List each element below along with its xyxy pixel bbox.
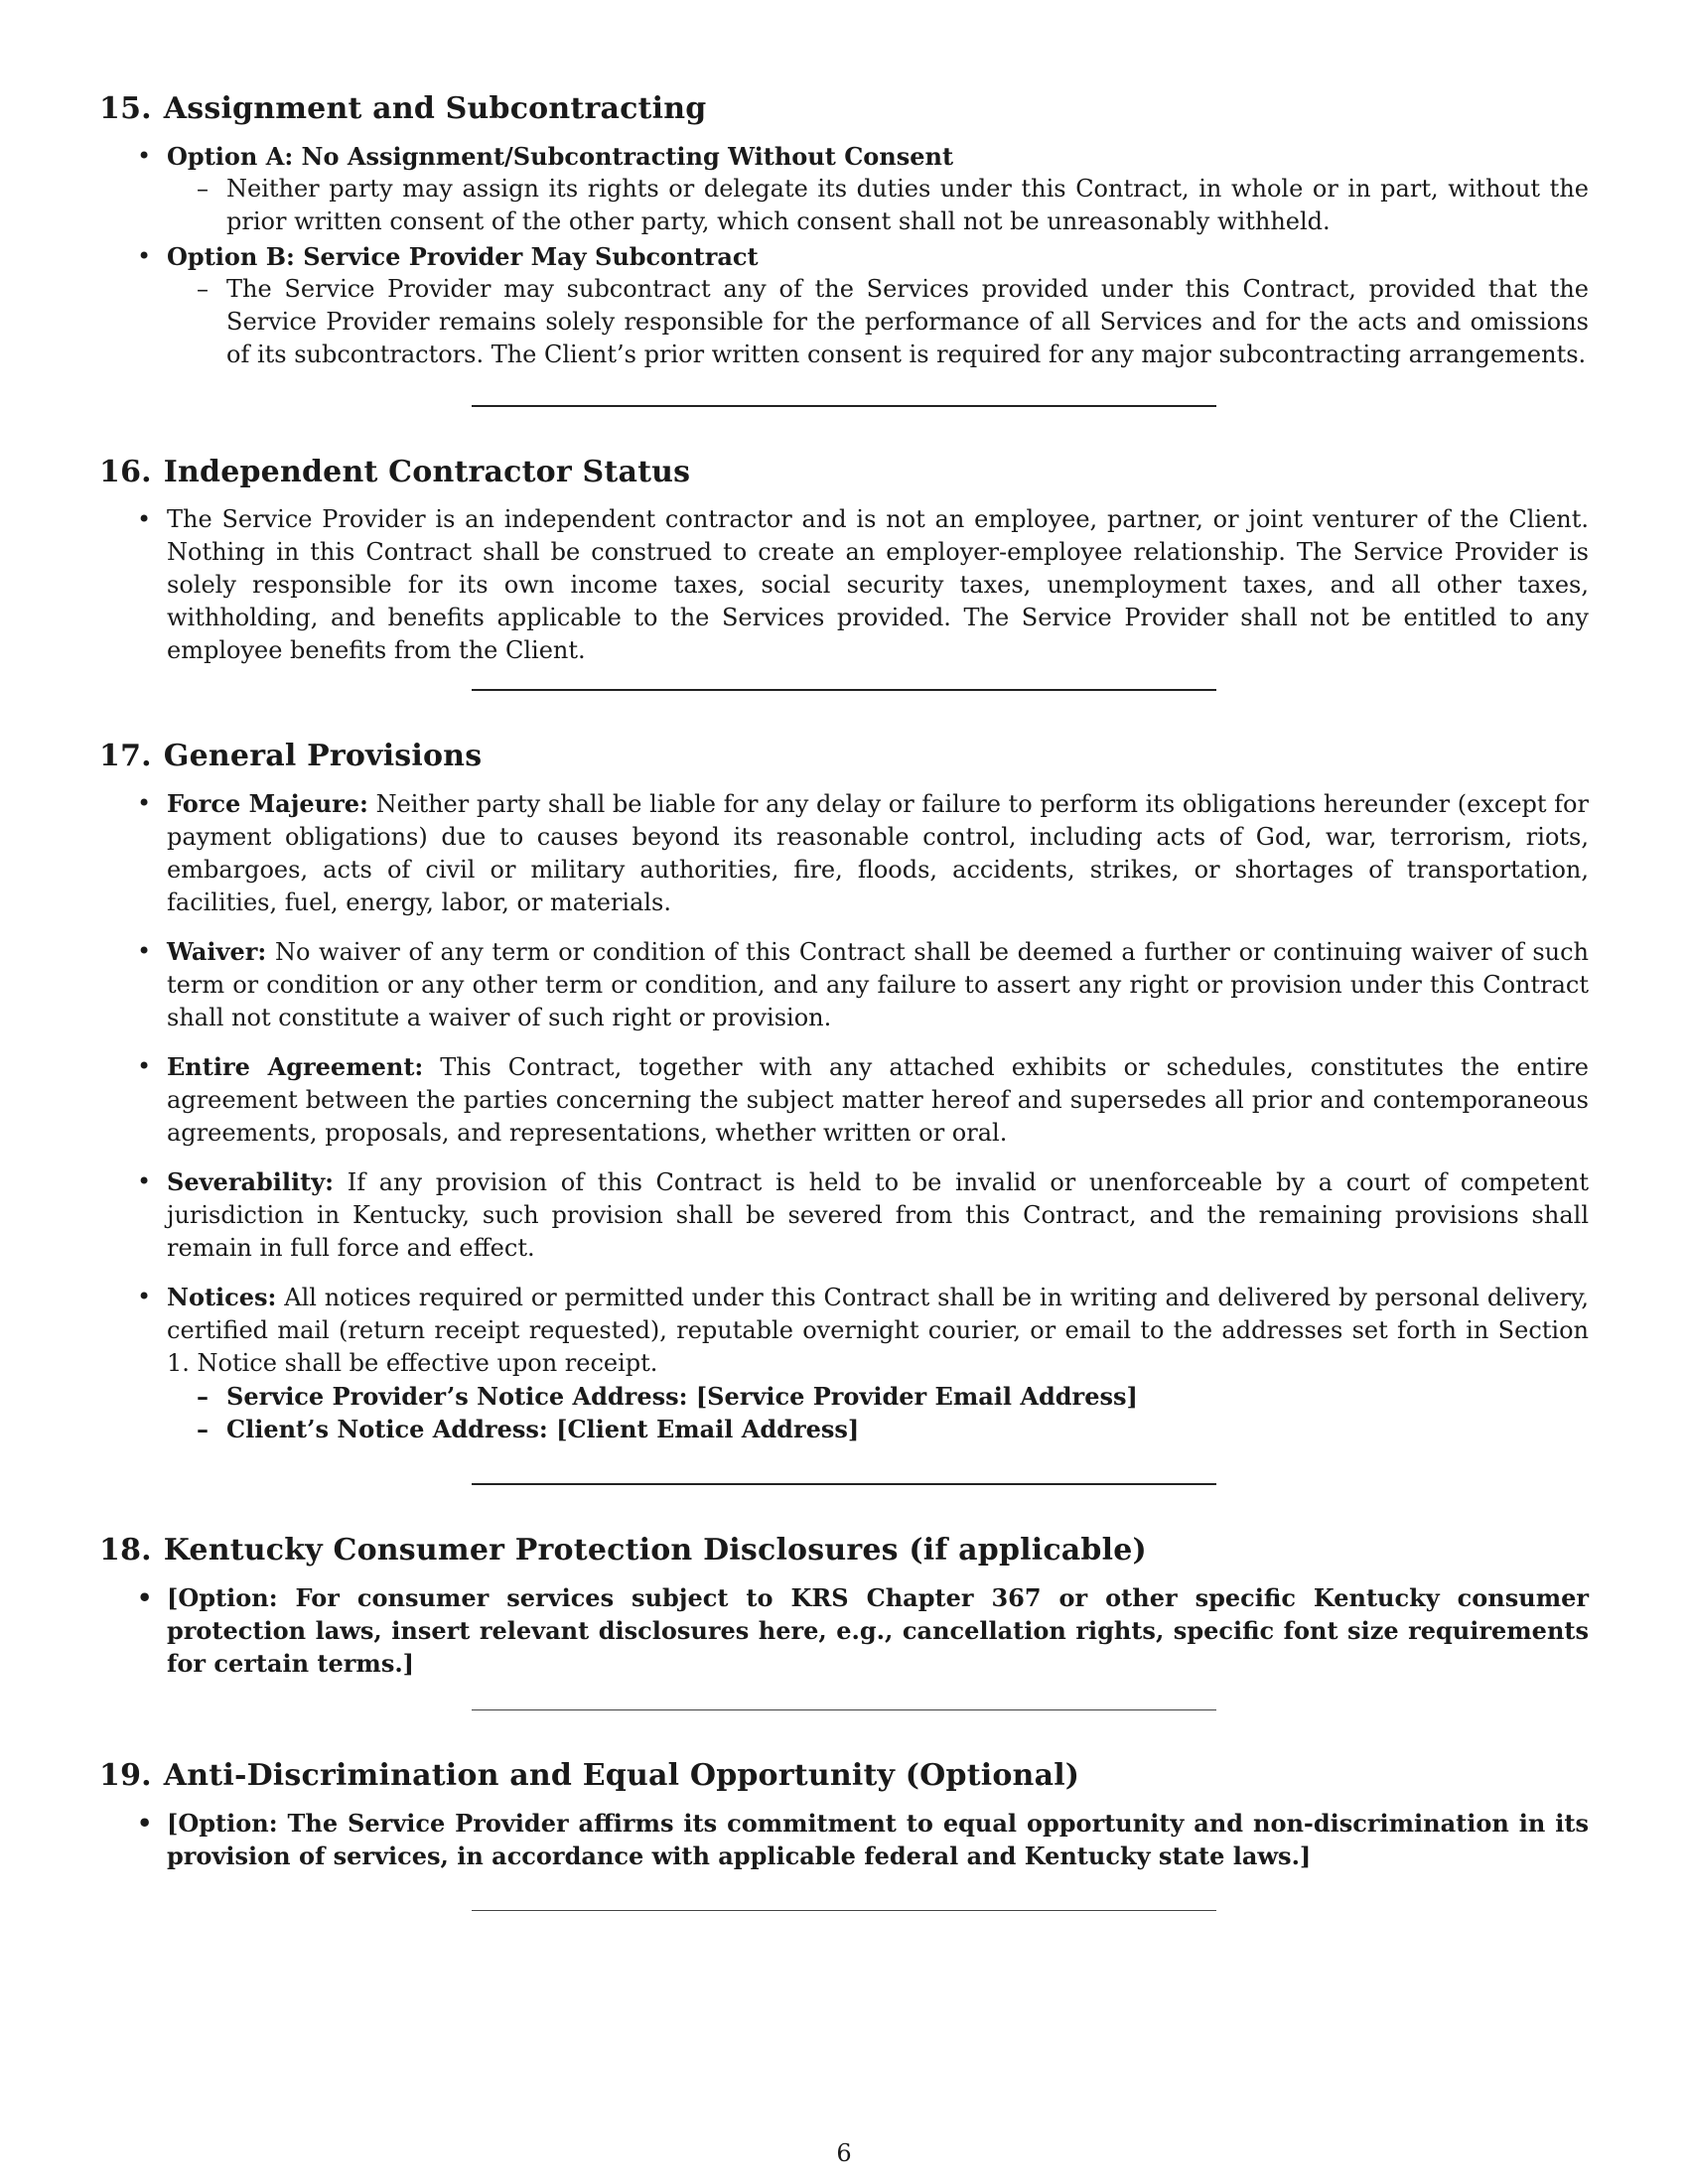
- section-number: 19.: [99, 1758, 152, 1793]
- section-number: 15.: [99, 91, 152, 126]
- provision-label: Waiver:: [167, 937, 267, 966]
- provisions-list: [99, 787, 1589, 1445]
- section-divider: [472, 1483, 1216, 1485]
- section-title: General Provisions: [163, 739, 483, 773]
- section-heading: [99, 1533, 1589, 1568]
- section-heading: [99, 91, 1589, 126]
- section-title: Independent Contractor Status: [163, 455, 691, 489]
- list-item: • The Service Provider is an independent contractor and is not an employee, partner, or joint venturer of the Client. Nothing in this Contract shall be construed to create an employer-employee relationship. The Service Provider is solely responsible for its own income taxes, social security taxes, unemployment taxes, and all other taxes, withholding, and benefits applicable to the Services provided. The Service Provider shall not be entitled to any employee benefits from the Client.: [99, 503, 1589, 667]
- section-number: 18.: [99, 1533, 152, 1568]
- sub-list-item: – Neither party may assign its rights or delegate its duties under this Contract, in whole or in part, without the prior written consent of the other party, which consent shall not be unreasonably withheld.: [167, 173, 1589, 238]
- paragraph-list: [99, 503, 1589, 667]
- section-heading: [99, 1758, 1589, 1793]
- section-divider: [472, 1910, 1216, 1911]
- list-item: • [Option: For consumer services subject to KRS Chapter 367 or other specific Kentucky consumer protection laws, insert relevant disclosures here, e.g., cancellation rights, specific font size requirements for certain terms.]: [99, 1581, 1589, 1680]
- section-19: [99, 1758, 1589, 1872]
- sub-list-item: – The Service Provider may subcontract any of the Services provided under this Contract, provided that the Service Provider remains solely responsible for the performance of all Services and for the acts and omissions of its subcontractors. The Client’s prior written consent is required for any major subcontracting arrangements.: [167, 273, 1589, 371]
- option-title: • Option A: No Assignment/Subcontracting Without Consent: [167, 142, 954, 171]
- notice-address-item: – Service Provider’s Notice Address: [Service Provider Email Address]: [167, 1380, 1589, 1413]
- list-item: [99, 140, 1589, 238]
- section-17: [99, 739, 1589, 1445]
- section-16: [99, 455, 1589, 667]
- provision-text: This Contract, together with any attached exhibits or schedules, constitutes the entire agreement between the parties concerning the subject matter hereof and supersedes all prior and contemporaneous agreements, proposals, and representations, whether written or oral.: [167, 1053, 1589, 1147]
- list-item: [99, 1050, 1589, 1150]
- sub-list: [167, 273, 1589, 371]
- section-heading: [99, 455, 1589, 489]
- document-page: [99, 91, 1589, 1919]
- list-item: [99, 787, 1589, 919]
- section-divider: [472, 689, 1216, 691]
- option-title: • Option B: Service Provider May Subcontract: [167, 242, 759, 271]
- section-divider: [472, 1709, 1216, 1710]
- section-divider: [472, 405, 1216, 407]
- list-item: • [Option: The Service Provider affirms its commitment to equal opportunity and non-discrimination in its provision of services, in accordance with applicable federal and Kentucky state laws.]: [99, 1807, 1589, 1872]
- section-title: Assignment and Subcontracting: [163, 91, 707, 126]
- list-item: [99, 1281, 1589, 1445]
- section-title: Anti-Discrimination and Equal Opportunity (Optional): [163, 1758, 1080, 1793]
- provision-label: Severability:: [167, 1167, 335, 1196]
- paragraph-list: [99, 1581, 1589, 1680]
- paragraph-list: [99, 1807, 1589, 1872]
- section-title: Kentucky Consumer Protection Disclosures (if applicable): [163, 1533, 1147, 1568]
- provision-text: Neither party shall be liable for any delay or failure to perform its obligations hereunder (except for payment obligations) due to causes beyond its reasonable control, including acts of God, war, terrorism, riots, embargoes, acts of civil or military authorities, fire, floods, accidents, strikes, or shortages of transportation, facilities, fuel, energy, labor, or materials.: [167, 790, 1589, 916]
- list-item: [99, 240, 1589, 371]
- provision-label: Entire Agreement:: [167, 1052, 424, 1081]
- page-number: 6: [836, 2139, 852, 2167]
- list-item: [99, 935, 1589, 1034]
- section-number: 16.: [99, 455, 152, 489]
- section-number: 17.: [99, 739, 152, 773]
- section-heading: [99, 739, 1589, 773]
- notice-address-list: [167, 1380, 1589, 1445]
- sub-list: [167, 173, 1589, 238]
- provision-text: All notices required or permitted under this Contract shall be in writing and delivered by personal delivery, certified mail (return receipt requested), reputable overnight courier, or email to the addresses set forth in Section 1. Notice shall be effective upon receipt.: [167, 1284, 1589, 1377]
- notice-address-item: – Client’s Notice Address: [Client Email Address]: [167, 1413, 1589, 1445]
- provision-text: No waiver of any term or condition of this Contract shall be deemed a further or continuing waiver of such term or condition or any other term or condition, and any failure to assert any right or provision under this Contract shall not constitute a waiver of such right or provision.: [167, 938, 1589, 1031]
- provision-label: Force Majeure:: [167, 789, 368, 818]
- provision-label: Notices:: [167, 1283, 277, 1311]
- list-item: [99, 1165, 1589, 1265]
- provision-text: If any provision of this Contract is held to be invalid or unenforceable by a court of competent jurisdiction in Kentucky, such provision shall be severed from this Contract, and the remaining provisions shall remain in full force and effect.: [167, 1168, 1589, 1262]
- section-18: [99, 1533, 1589, 1680]
- section-15: [99, 91, 1589, 371]
- options-list: [99, 140, 1589, 371]
